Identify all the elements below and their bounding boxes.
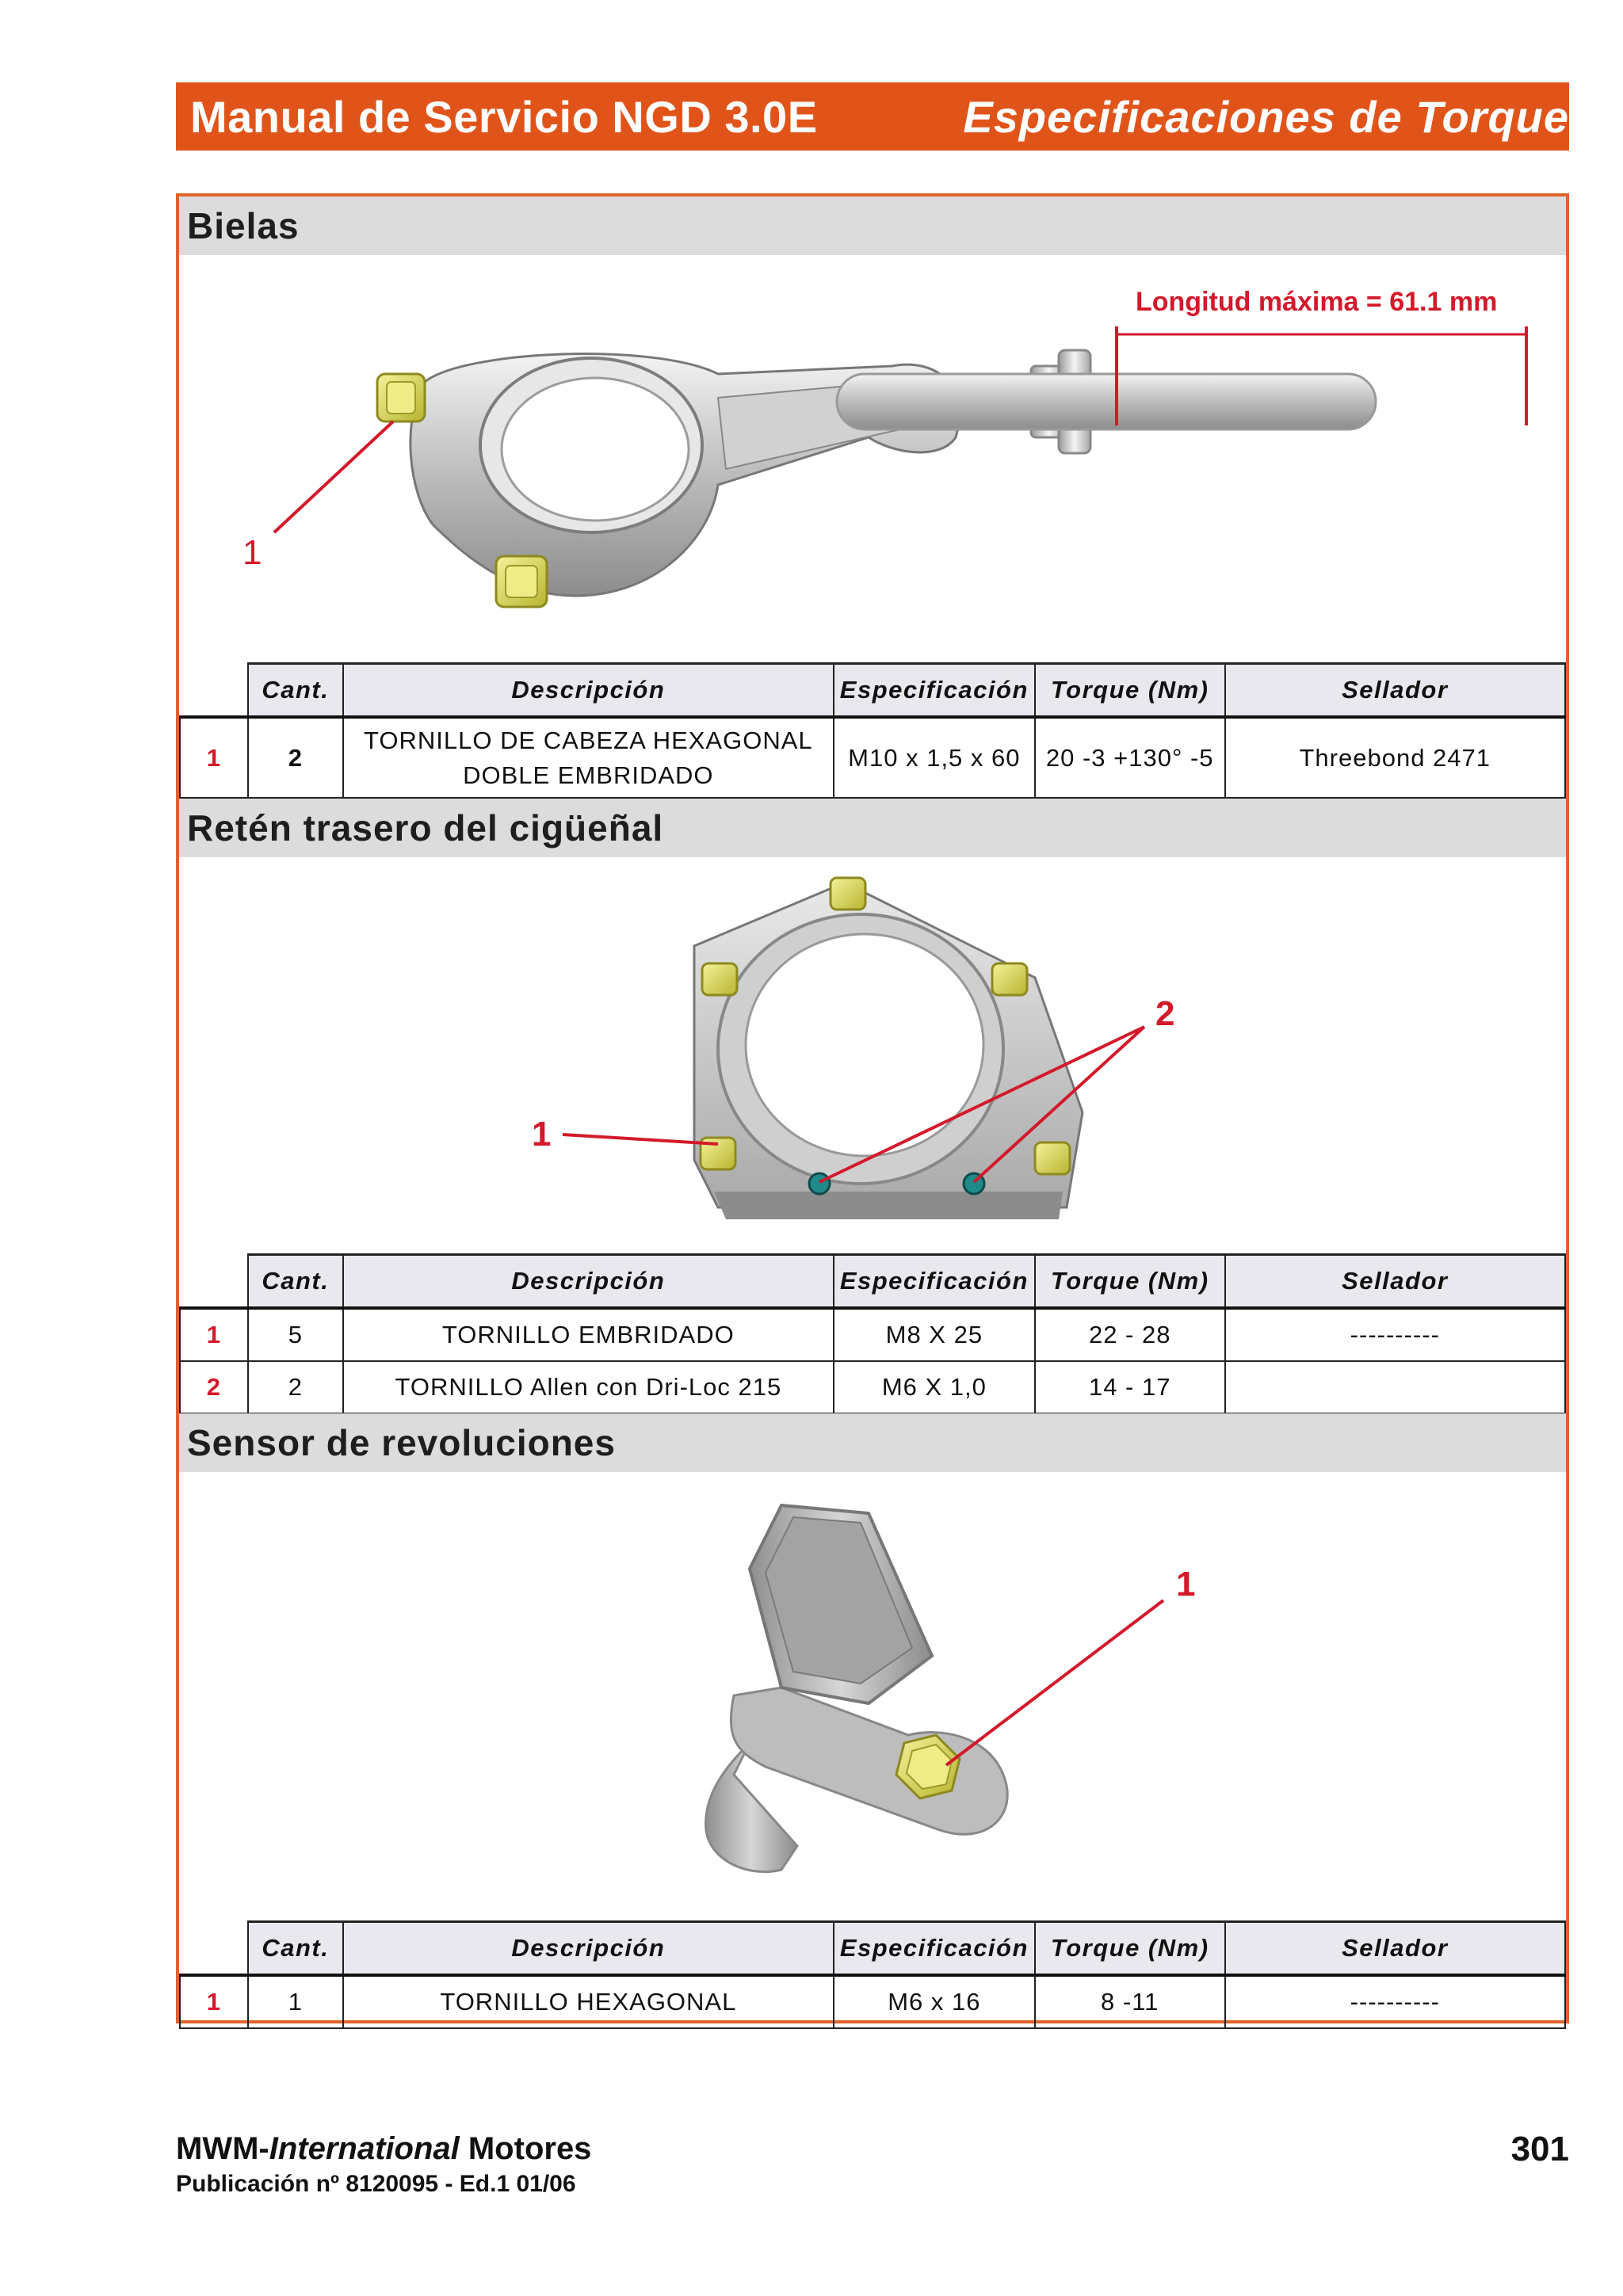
table-corner [180,1922,248,1976]
rod-bolt-upper [377,374,425,421]
row-cant: 5 [248,1308,343,1361]
row-sellador [1225,1361,1565,1413]
col-header-especificacion: Especificación [834,1922,1035,1976]
row-sellador: ---------- [1225,1975,1565,2028]
svg-text:1: 1 [532,1115,552,1154]
row-cant: 2 [248,717,343,798]
rod-bolt-lower [496,556,547,607]
col-header-sellador: Sellador [1225,1255,1565,1309]
page-number: 301 [1510,2130,1569,2168]
svg-text:2: 2 [1155,994,1175,1033]
row-torque: 22 - 28 [1035,1308,1225,1361]
row-descripcion: TORNILLO Allen con Dri-Loc 215 [343,1361,834,1413]
table-row [180,1975,1565,2028]
table-corner [180,1255,248,1309]
brand-italic: International [269,2131,460,2166]
table-row [180,717,1565,798]
connecting-rod-illustration [179,255,1566,651]
section-heading-sensor: Sensor de revoluciones [179,1413,1566,1472]
col-header-torque: Torque (Nm) [1035,1922,1225,1976]
section-title: Especificaciones de Torque [963,91,1569,142]
col-header-cant: Cant. [248,664,343,718]
reten-spec-table [179,1253,1566,1414]
speed-sensor-illustration [179,1474,1566,1917]
row-cant: 1 [248,1975,343,2028]
row-index: 1 [180,1308,248,1361]
callout-number: 1 [242,533,262,572]
table-row [180,1308,1565,1361]
col-header-sellador: Sellador [1225,1922,1565,1976]
row-torque: 20 -3 +130° -5 [1035,717,1225,798]
row-index: 1 [180,717,248,798]
section-heading-reten: Retén trasero del cigüeñal [179,799,1566,857]
header-bar [176,82,1569,151]
row-cant: 2 [248,1361,343,1413]
row-especificacion: M10 x 1,5 x 60 [834,717,1035,798]
brand-suffix: Motores [459,2131,592,2166]
row-descripcion-line1: TORNILLO DE CABEZA HEXAGONAL [364,726,813,754]
footer-brand [176,2131,591,2167]
sensor-spec-table [179,1920,1566,2029]
col-header-sellador: Sellador [1225,664,1565,718]
table-corner [180,664,248,718]
row-torque: 8 -11 [1035,1975,1225,2028]
col-header-descripcion: Descripción [343,664,834,718]
row-especificacion: M6 X 1,0 [834,1361,1035,1413]
col-header-cant: Cant. [248,1255,343,1309]
svg-text:1: 1 [1176,1565,1196,1604]
row-especificacion: M6 x 16 [834,1975,1035,2028]
publication-number: Publicación nº 8120095 - Ed.1 01/06 [176,2171,576,2197]
manual-title: Manual de Servicio NGD 3.0E [190,91,818,142]
bielas-spec-table [179,662,1566,799]
row-index: 2 [180,1361,248,1413]
rear-seal-illustration [179,859,1566,1255]
table-row [180,1361,1565,1413]
col-header-especificacion: Especificación [834,664,1035,718]
row-descripcion-line2: DOBLE EMBRIDADO [463,761,714,789]
col-header-descripcion: Descripción [343,1922,834,1976]
row-descripcion: TORNILLO HEXAGONAL [343,1975,834,2028]
row-index: 1 [180,1975,248,2028]
row-descripcion [343,717,834,798]
section-heading-bielas: Bielas [179,196,1566,255]
row-descripcion: TORNILLO EMBRIDADO [343,1308,834,1361]
row-sellador: ---------- [1225,1308,1565,1361]
col-header-descripcion: Descripción [343,1255,834,1309]
col-header-torque: Torque (Nm) [1035,664,1225,718]
brand-prefix: MWM- [176,2131,269,2166]
row-torque: 14 - 17 [1035,1361,1225,1413]
col-header-cant: Cant. [248,1922,343,1976]
row-especificacion: M8 X 25 [834,1308,1035,1361]
max-length-annotation: Longitud máxima = 61.1 mm [1136,287,1498,317]
col-header-torque: Torque (Nm) [1035,1255,1225,1309]
row-sellador: Threebond 2471 [1225,717,1565,798]
col-header-especificacion: Especificación [834,1255,1035,1309]
